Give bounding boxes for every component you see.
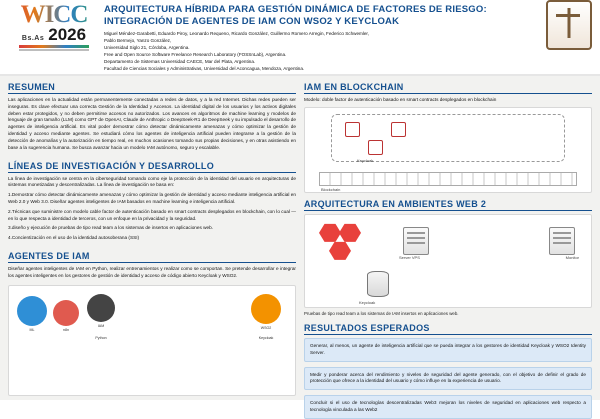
section-lineas <box>8 161 296 246</box>
ml-bubble-label: ML <box>29 327 35 332</box>
section-iam-blockchain <box>304 82 592 193</box>
n8n-bubble-icon <box>53 300 79 326</box>
iam-agent-label: IAM <box>97 323 105 328</box>
lineas-text <box>8 176 296 243</box>
section-agentes <box>8 251 296 396</box>
lineas-paragraph: 4.Concientización en el uso de la identidad autosoberana (SSI) <box>8 235 140 241</box>
column-left <box>8 82 296 396</box>
logo-year-text: 2026 <box>48 25 87 44</box>
n8n-bubble-label: n8n <box>63 327 69 332</box>
python-label: Python <box>95 335 107 340</box>
server-label: Server VPS <box>399 254 420 260</box>
arquitectura-note: Pruebas de tipo read team a los sistemas de IAM insertos en aplicaciones web. <box>304 310 459 316</box>
author-line: Pablo Bermejo, Yanzo González, <box>104 38 172 44</box>
author-line: Miguel Méndez-Garabetti, Eduardo Piroy, Leonardo Requeno, Ricardo González, Guillermo Romero Arregin, Federico Schwemler, <box>104 31 369 37</box>
monitor-label: Monitor <box>565 254 579 260</box>
architecture-diagram <box>304 214 592 308</box>
poster-columns <box>0 76 600 413</box>
section-title-lineas: LÍNEAS DE INVESTIGACIÓN Y DESARROLLO <box>8 161 296 173</box>
section-title-resumen: RESUMEN <box>8 82 296 94</box>
hex-node-icon <box>339 223 361 243</box>
result-box: Concluir si el uso de tecnologías descentralizadas Web3 mejoran los niveles de seguridad en aplicaciones web respecto a tecnología vinculada a las Web2 <box>304 395 592 419</box>
logo-location-text: Bs.As <box>21 35 45 42</box>
result-box: Medir y ponderar acerca del rendimiento y niveles de seguridad del agente generado, con el objetivo de definir el grado de protección que ofrece a la identidad del usuario y cómo influye en la experiencia de usuario. <box>304 367 592 391</box>
conference-logo <box>0 0 102 51</box>
iam-blockchain-paragraph: Modelo: doble factor de autenticación basado en smart contracts desplegados en blockchain <box>304 97 497 102</box>
lineas-paragraph: 1.Demostrar cómo detectar dinámicamente amenazas y cómo optimizar la gestión de identidad y acceso mediante inteligencia artificial en Web 2.0 y Web 3.0. Diseñar agentes inteligentes de IAM basados en machine learning e inteligencia artificial. <box>8 192 296 204</box>
section-title-arquitectura: ARQUITECTURA EN AMBIENTES WEB 2 <box>304 199 592 211</box>
section-title-resultados: RESULTADOS ESPERADOS <box>304 323 592 335</box>
university-logo <box>538 0 600 50</box>
result-box: Generar, al menos, un agente de inteligencia artificial que se pueda integrar a los gestores de identidad Keycloak y WSO2 Identity Server. <box>304 338 592 362</box>
agents-diagram <box>8 285 296 396</box>
wso2-bubble-icon <box>251 294 281 324</box>
blockchain-strip-icon <box>319 172 577 186</box>
section-resumen <box>8 82 296 155</box>
page-title: ARQUITECTURA HÍBRIDA PARA GESTIÓN DINÁMICA DE FACTORES DE RIESGO: INTEGRACIÓN DE AGENTES DE IAM CON WSO2 Y KEYCLOAK <box>104 4 487 27</box>
logo-color-bar <box>19 45 89 48</box>
university-emblem-icon <box>546 0 592 50</box>
hex-node-icon <box>319 223 341 243</box>
affiliation-line: Universidad Siglo 21, Córdoba, Argentina. <box>104 44 190 50</box>
section-title-agentes: AGENTES DE IAM <box>8 251 296 263</box>
affiliation-line: Departamento de Sistemas Universidad CAECE, Mar del Plata, Argentina. <box>104 58 256 64</box>
hex-node-icon <box>329 241 351 261</box>
lineas-paragraph: 3.diseño y ejecución de pruebas de tipo read team a los sistemas de insertos en aplicaciones web. <box>8 225 214 231</box>
keycloak-label: Keycloak <box>258 335 274 340</box>
affiliation-line: Facultad de Ciencias Sociales y Administrativas, Universidad del Aconcagua, Mendoza, Argentina. <box>104 65 305 71</box>
keycloak-arch-label: Keycloak <box>359 299 376 305</box>
section-arquitectura <box>304 199 592 317</box>
server-icon <box>403 227 429 255</box>
monitor-icon <box>549 227 575 255</box>
column-right <box>304 82 592 413</box>
diagram-node-icon <box>368 140 383 155</box>
diagram-cloud-area <box>331 114 565 162</box>
keycloak-figure-label: Keycloak <box>357 157 374 163</box>
lineas-paragraph: La línea de investigación se centra en la ciberseguridad tomando como eje la protección de la identidad del usuario en arquitecturas de sistemas monetizadas y descentralizadas. La línea de investigación se basa en: <box>8 175 296 188</box>
lineas-paragraph: 2.Técnicas que suministre con modelo cable factor de autenticación basado en smart contracts desplegados en blockchain, con lo cual — en lo que respecta a identidad de terceros, con un enfoque en la privacidad y la seguridad. <box>8 208 296 221</box>
affiliation-line: Free and Open Source Software Freelance Research Laboratory (FOSSnLab), Argentina. <box>104 51 287 57</box>
wso2-label: WSO2 <box>260 325 272 330</box>
blockchain-figure-label: Blockchain <box>321 186 341 192</box>
ml-bubble-icon <box>17 296 47 326</box>
diagram-node-icon <box>345 122 360 137</box>
diagram-node-icon <box>391 122 406 137</box>
iam-blockchain-text <box>304 97 592 104</box>
section-title-iam-blockchain: IAM EN BLOCKCHAIN <box>304 82 592 94</box>
agentes-text <box>8 266 296 283</box>
logo-wicc-text: WICC <box>6 2 102 27</box>
resumen-paragraph: Las aplicaciones en la actualidad están permanentemente conectadas a redes de datos, y a la red Internet. Dichas redes pueden ser inseguras. Es clave efectuar una correcta Gestión de la Identidad y Accesos. La identidad digital de los usuarios y los activos digitales deben estar protegidos, y no deben permitirse accesos no autorizados. Los avances en algoritmos de machine learning y modelos de lenguaje de gran tamaño (LLM) como GPT de OpenAI, Claude de Anthropic o DeepSeek-R1 de DeepSeek y su impulsado el desarrollo de agentes de inteligencia artificial. Es vital poder demostrar cómo detectar dinámicamente amenazas y cómo optimizar la gestión de identidad y acceso mediante agentes. Se estudiará cómo los agentes de inteligencia artificial pueden integrarse a la gestión de la detección de anomalías y la autorización en tiempo real, en muchos ocasiones tomando sus propias decisiones, y en otras asistiendo en base a la sugerencia humana. Se busca avanzar hacia un modelo IAM autónomo, seguro y escalable. <box>8 97 296 150</box>
section-resultados <box>304 322 592 413</box>
agentes-paragraph: Diseñar agentes inteligentes de IAM en Python, realizar entrenamientos y realizar como se comportan. Se pretende desarrollar e integrar los agentes inteligentes en los gestores de gestión de identidad y acceso de código abierto Keycloak y WSO2. <box>8 266 296 278</box>
logo-gray-bar <box>19 49 89 51</box>
resumen-text <box>8 97 296 152</box>
header-text-block <box>102 0 538 73</box>
keycloak-db-icon <box>367 271 389 297</box>
authors-block <box>104 31 530 72</box>
blockchain-diagram <box>304 107 592 193</box>
poster-header <box>0 0 600 76</box>
iam-agent-icon <box>87 294 115 322</box>
